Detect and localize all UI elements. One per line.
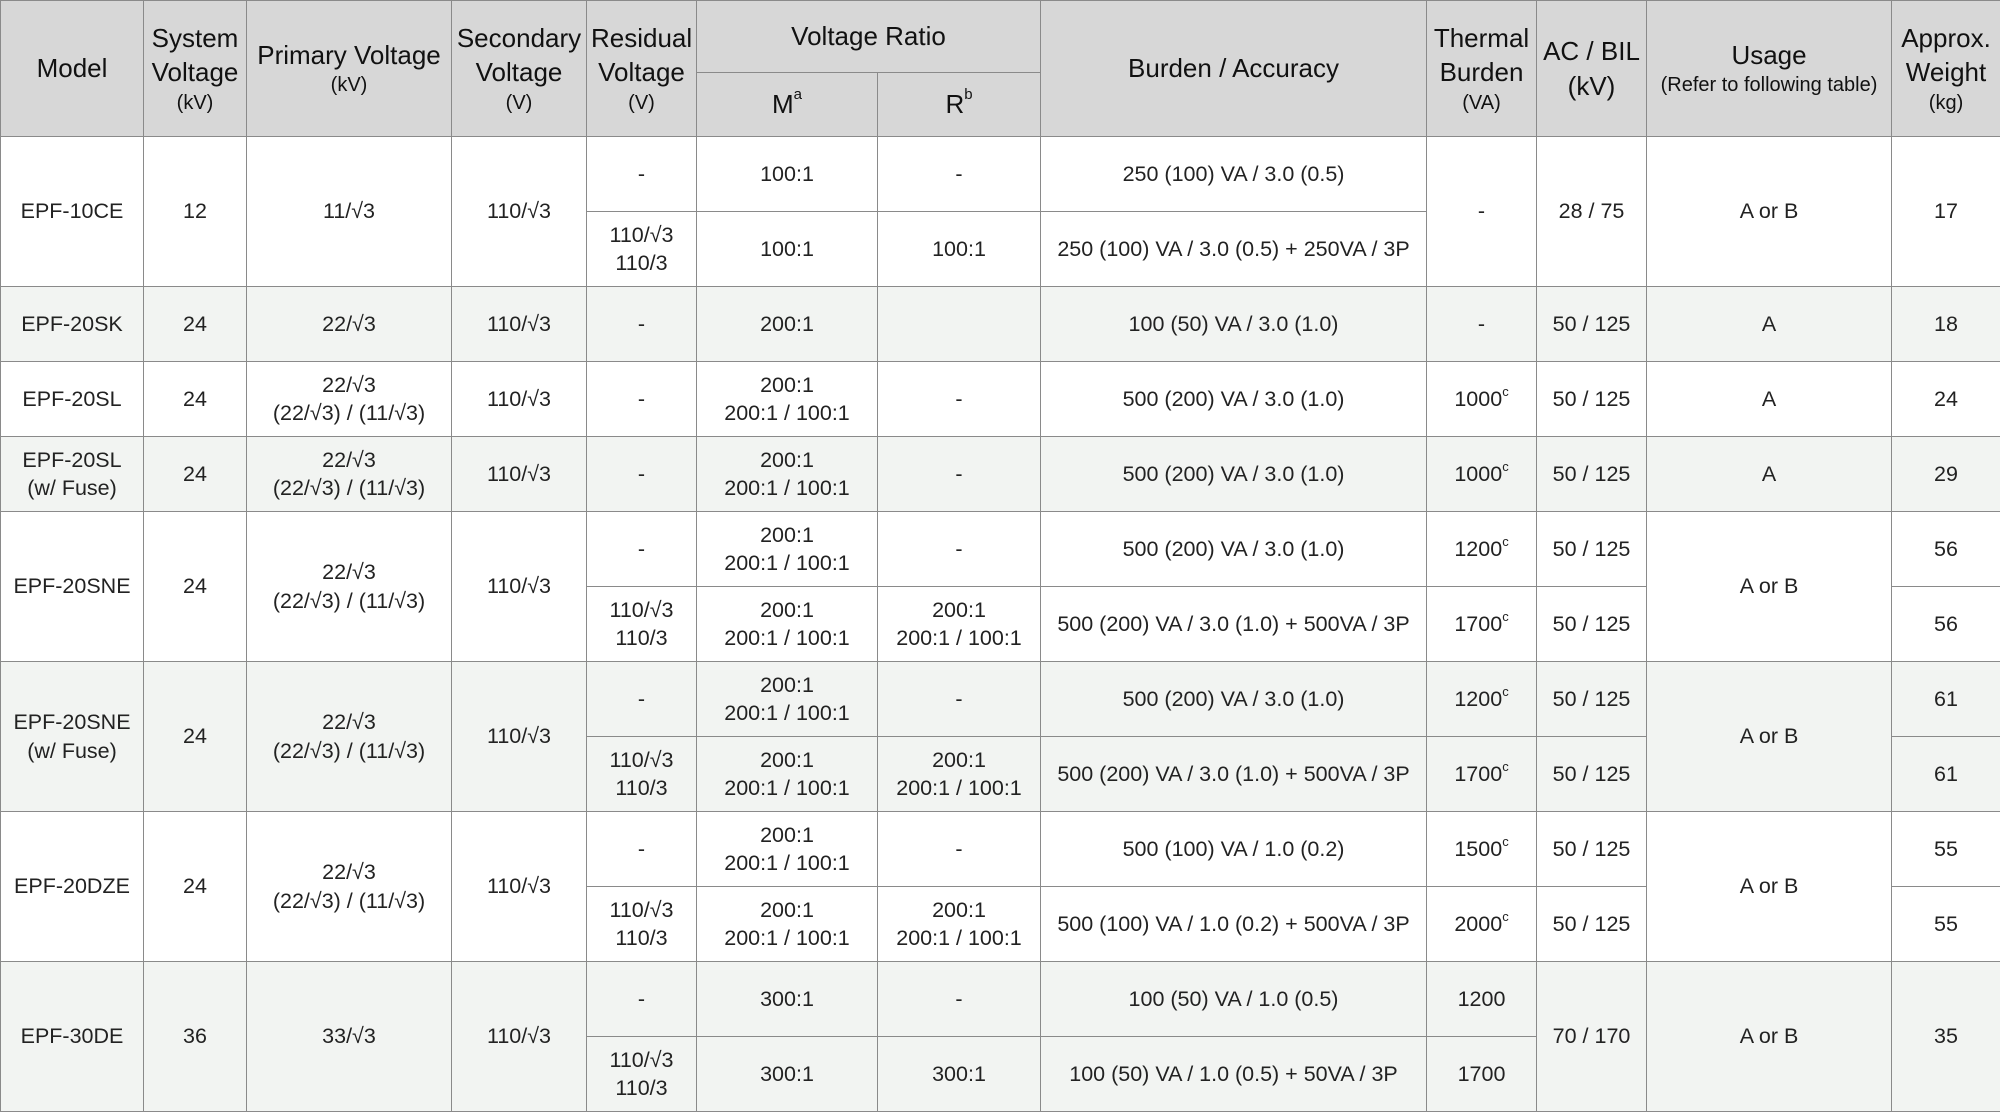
cell-ratio-m: 200:1 200:1 / 100:1: [697, 737, 878, 812]
cell-usage: A: [1647, 287, 1892, 362]
cell-residual-voltage: -: [587, 662, 697, 737]
header-weight: Approx. Weight (kg): [1892, 1, 2000, 137]
cell-ratio-m: 200:1 200:1 / 100:1: [697, 587, 878, 662]
cell-model: EPF-20SL: [1, 362, 144, 437]
table-row: [1, 812, 2000, 887]
cell-ratio-r: 300:1: [878, 1037, 1041, 1112]
cell-burden: 250 (100) VA / 3.0 (0.5) + 250VA / 3P: [1041, 212, 1427, 287]
cell-thermal-burden: 1200$^c$: [1427, 512, 1537, 587]
cell-residual-voltage: 110/√3 110/3: [587, 737, 697, 812]
cell-residual-voltage: -: [587, 512, 697, 587]
cell-weight: 61: [1892, 662, 2000, 737]
cell-weight: 61: [1892, 737, 2000, 812]
cell-secondary-voltage: 110/√3: [452, 287, 587, 362]
cell-ac-bil: 50 / 125: [1537, 887, 1647, 962]
table-row: [1, 362, 2000, 437]
cell-ratio-r: -: [878, 812, 1041, 887]
cell-residual-voltage: -: [587, 812, 697, 887]
cell-ac-bil: 50 / 125: [1537, 362, 1647, 437]
cell-ratio-r: 200:1 200:1 / 100:1: [878, 887, 1041, 962]
header-burden-accuracy: Burden / Accuracy: [1041, 1, 1427, 137]
cell-secondary-voltage: 110/√3: [452, 437, 587, 512]
cell-ratio-m: 200:1 200:1 / 100:1: [697, 662, 878, 737]
header-ratio-r: $R^b$: [878, 73, 1041, 137]
cell-weight: 29: [1892, 437, 2000, 512]
cell-weight: 56: [1892, 587, 2000, 662]
cell-secondary-voltage: 110/√3: [452, 812, 587, 962]
cell-weight: 24: [1892, 362, 2000, 437]
cell-ac-bil: 50 / 125: [1537, 587, 1647, 662]
cell-secondary-voltage: 110/√3: [452, 662, 587, 812]
table-row: [1, 437, 2000, 512]
cell-primary-voltage: 22/√3: [247, 287, 452, 362]
cell-ratio-m: 200:1 200:1 / 100:1: [697, 437, 878, 512]
cell-ac-bil: 50 / 125: [1537, 812, 1647, 887]
cell-ratio-m: 200:1 200:1 / 100:1: [697, 512, 878, 587]
cell-ratio-m: 100:1: [697, 137, 878, 212]
cell-burden: 100 (50) VA / 1.0 (0.5): [1041, 962, 1427, 1037]
cell-ratio-m: 100:1: [697, 212, 878, 287]
cell-burden: 500 (200) VA / 3.0 (1.0): [1041, 437, 1427, 512]
cell-weight: 18: [1892, 287, 2000, 362]
cell-primary-voltage: 22/√3 (22/√3) / (11/√3): [247, 662, 452, 812]
cell-burden: 100 (50) VA / 1.0 (0.5) + 50VA / 3P: [1041, 1037, 1427, 1112]
header-thermal-burden: Thermal Burden (VA): [1427, 1, 1537, 137]
cell-primary-voltage: 33/√3: [247, 962, 452, 1112]
cell-burden: 500 (200) VA / 3.0 (1.0) + 500VA / 3P: [1041, 587, 1427, 662]
cell-ratio-m: 200:1 200:1 / 100:1: [697, 887, 878, 962]
cell-burden: 500 (100) VA / 1.0 (0.2) + 500VA / 3P: [1041, 887, 1427, 962]
cell-secondary-voltage: 110/√3: [452, 962, 587, 1112]
cell-weight: 35: [1892, 962, 2000, 1112]
header-ac-bil: AC / BIL (kV): [1537, 1, 1647, 137]
cell-usage: A or B: [1647, 962, 1892, 1112]
cell-residual-voltage: 110/√3 110/3: [587, 1037, 697, 1112]
cell-primary-voltage: 22/√3 (22/√3) / (11/√3): [247, 362, 452, 437]
table-row: [1, 962, 2000, 1037]
header-voltage-ratio: Voltage Ratio: [697, 1, 1041, 73]
cell-primary-voltage: 11/√3: [247, 137, 452, 287]
cell-ratio-r: -: [878, 437, 1041, 512]
cell-thermal-burden: 1200: [1427, 962, 1537, 1037]
table-row: [1, 512, 2000, 587]
cell-thermal-burden: -: [1427, 137, 1537, 287]
cell-ratio-m: 200:1 200:1 / 100:1: [697, 812, 878, 887]
cell-residual-voltage: 110/√3 110/3: [587, 212, 697, 287]
cell-thermal-burden: 1200$^c$: [1427, 662, 1537, 737]
cell-model: EPF-20SNE (w/ Fuse): [1, 662, 144, 812]
cell-ratio-r: 200:1 200:1 / 100:1: [878, 587, 1041, 662]
cell-burden: 500 (200) VA / 3.0 (1.0): [1041, 662, 1427, 737]
cell-ac-bil: 70 / 170: [1537, 962, 1647, 1112]
cell-secondary-voltage: 110/√3: [452, 137, 587, 287]
cell-burden: 500 (200) VA / 3.0 (1.0) + 500VA / 3P: [1041, 737, 1427, 812]
header-secondary-voltage: Secondary Voltage (V): [452, 1, 587, 137]
cell-ratio-r: 100:1: [878, 212, 1041, 287]
cell-thermal-burden: 1700: [1427, 1037, 1537, 1112]
cell-secondary-voltage: 110/√3: [452, 512, 587, 662]
header-usage: Usage (Refer to following table): [1647, 1, 1892, 137]
cell-weight: 55: [1892, 887, 2000, 962]
cell-residual-voltage: -: [587, 362, 697, 437]
cell-thermal-burden: 1500$^c$: [1427, 812, 1537, 887]
cell-residual-voltage: 110/√3 110/3: [587, 587, 697, 662]
header-system-voltage: System Voltage (kV): [144, 1, 247, 137]
cell-ratio-r: 200:1 200:1 / 100:1: [878, 737, 1041, 812]
cell-usage: A or B: [1647, 512, 1892, 662]
cell-thermal-burden: 1000$^c$: [1427, 437, 1537, 512]
cell-ac-bil: 50 / 125: [1537, 662, 1647, 737]
cell-residual-voltage: -: [587, 137, 697, 212]
cell-thermal-burden: -: [1427, 287, 1537, 362]
cell-burden: 500 (200) VA / 3.0 (1.0): [1041, 362, 1427, 437]
cell-ratio-r: [878, 287, 1041, 362]
header-primary-voltage: Primary Voltage (kV): [247, 1, 452, 137]
cell-usage: A or B: [1647, 662, 1892, 812]
cell-usage: A: [1647, 437, 1892, 512]
cell-thermal-burden: 1700$^c$: [1427, 587, 1537, 662]
cell-ac-bil: 50 / 125: [1537, 512, 1647, 587]
cell-system-voltage: 24: [144, 287, 247, 362]
cell-model: EPF-30DE: [1, 962, 144, 1112]
cell-weight: 17: [1892, 137, 2000, 287]
cell-ac-bil: 50 / 125: [1537, 437, 1647, 512]
cell-ratio-r: -: [878, 362, 1041, 437]
cell-ratio-m: 200:1 200:1 / 100:1: [697, 362, 878, 437]
cell-usage: A or B: [1647, 137, 1892, 287]
cell-thermal-burden: 1000$^c$: [1427, 362, 1537, 437]
cell-system-voltage: 24: [144, 662, 247, 812]
cell-residual-voltage: -: [587, 962, 697, 1037]
cell-thermal-burden: 2000$^c$: [1427, 887, 1537, 962]
cell-system-voltage: 24: [144, 437, 247, 512]
cell-model: EPF-20DZE: [1, 812, 144, 962]
cell-burden: 100 (50) VA / 3.0 (1.0): [1041, 287, 1427, 362]
cell-burden: 500 (100) VA / 1.0 (0.2): [1041, 812, 1427, 887]
cell-ratio-r: -: [878, 662, 1041, 737]
table-row: [1, 662, 2000, 737]
table-row: [1, 137, 2000, 212]
cell-residual-voltage: 110/√3 110/3: [587, 887, 697, 962]
cell-thermal-burden: 1700$^c$: [1427, 737, 1537, 812]
cell-model: EPF-20SL (w/ Fuse): [1, 437, 144, 512]
cell-system-voltage: 24: [144, 812, 247, 962]
cell-ratio-m: 200:1: [697, 287, 878, 362]
cell-system-voltage: 24: [144, 512, 247, 662]
cell-ratio-r: -: [878, 137, 1041, 212]
cell-system-voltage: 36: [144, 962, 247, 1112]
cell-model: EPF-20SK: [1, 287, 144, 362]
cell-burden: 500 (200) VA / 3.0 (1.0): [1041, 512, 1427, 587]
cell-secondary-voltage: 110/√3: [452, 362, 587, 437]
cell-ratio-m: 300:1: [697, 1037, 878, 1112]
cell-model: EPF-20SNE: [1, 512, 144, 662]
cell-ac-bil: 28 / 75: [1537, 137, 1647, 287]
cell-weight: 55: [1892, 812, 2000, 887]
cell-ratio-r: -: [878, 962, 1041, 1037]
cell-ac-bil: 50 / 125: [1537, 287, 1647, 362]
cell-primary-voltage: 22/√3 (22/√3) / (11/√3): [247, 437, 452, 512]
cell-primary-voltage: 22/√3 (22/√3) / (11/√3): [247, 812, 452, 962]
cell-residual-voltage: -: [587, 287, 697, 362]
table-row: [1, 287, 2000, 362]
header-ratio-m: $M^a$: [697, 73, 878, 137]
header-model: Model: [1, 1, 144, 137]
cell-ac-bil: 50 / 125: [1537, 737, 1647, 812]
cell-system-voltage: 12: [144, 137, 247, 287]
cell-residual-voltage: -: [587, 437, 697, 512]
cell-system-voltage: 24: [144, 362, 247, 437]
cell-ratio-r: -: [878, 512, 1041, 587]
cell-model: EPF-10CE: [1, 137, 144, 287]
cell-usage: A or B: [1647, 812, 1892, 962]
header-residual-voltage: Residual Voltage (V): [587, 1, 697, 137]
cell-weight: 56: [1892, 512, 2000, 587]
cell-usage: A: [1647, 362, 1892, 437]
cell-primary-voltage: 22/√3 (22/√3) / (11/√3): [247, 512, 452, 662]
cell-ratio-m: 300:1: [697, 962, 878, 1037]
cell-burden: 250 (100) VA / 3.0 (0.5): [1041, 137, 1427, 212]
